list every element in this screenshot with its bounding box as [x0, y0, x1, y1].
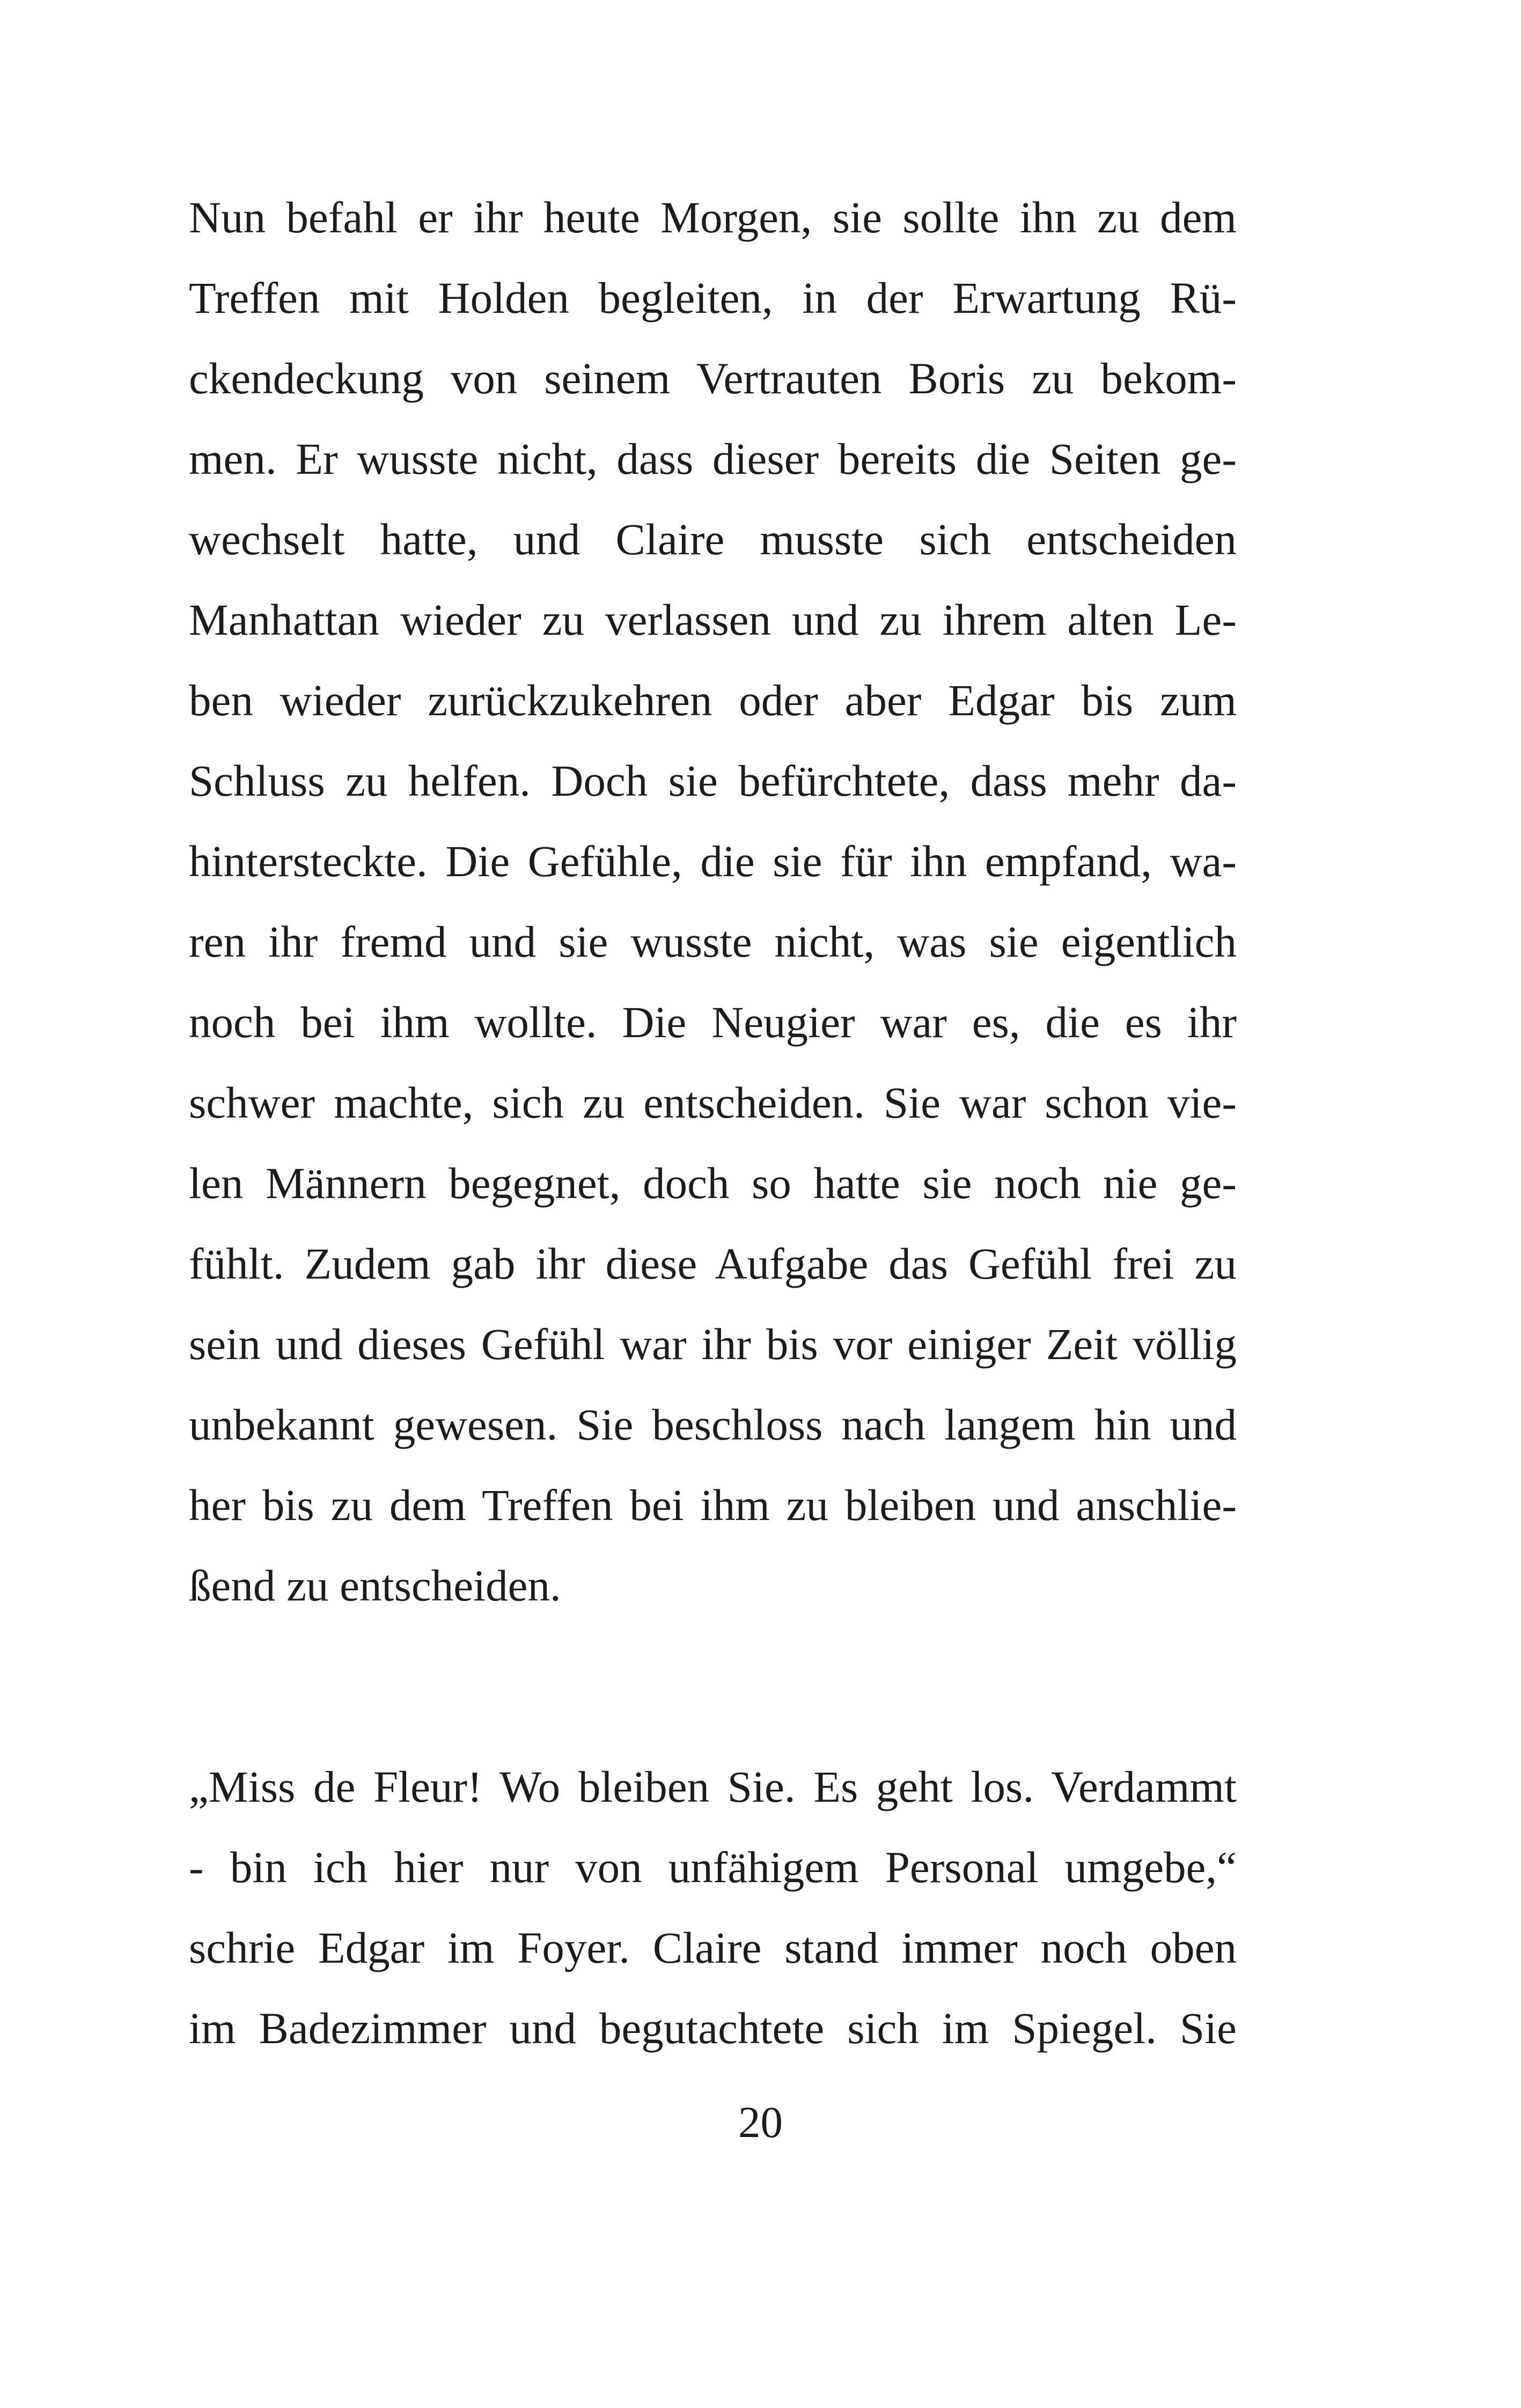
text-line: schwer machte, sich zu entscheiden. Sie war schon vie-: [189, 1078, 1237, 1127]
text-line: ckendeckung von seinem Vertrauten Boris zu bekom-: [189, 354, 1237, 403]
text-line: im Badezimmer und begutachtete sich im Spiegel. Sie: [189, 2003, 1237, 2053]
text-line: Manhattan wieder zu verlassen und zu ihrem alten Le-: [189, 595, 1237, 644]
text-line: „Miss de Fleur! Wo bleiben Sie. Es geht los. Verdammt: [189, 1762, 1237, 1811]
text-line: her bis zu dem Treffen bei ihm zu bleiben und anschlie-: [189, 1480, 1237, 1530]
text-line: ben wieder zurückzukehren oder aber Edgar bis zum: [189, 676, 1237, 725]
text-line: wechselt hatte, und Claire musste sich entscheiden: [189, 515, 1237, 564]
text-line: hintersteckte. Die Gefühle, die sie für ihn empfand, wa-: [189, 836, 1237, 886]
text-line: fühlt. Zudem gab ihr diese Aufgabe das Gefühl frei zu: [189, 1239, 1237, 1288]
text-line: Treffen mit Holden begleiten, in der Erwartung Rü-: [189, 273, 1237, 322]
page-number: 20: [738, 2097, 783, 2147]
text-line: Nun befahl er ihr heute Morgen, sie sollte ihn zu dem: [189, 193, 1237, 242]
text-line: unbekannt gewesen. Sie beschloss nach langem hin und: [189, 1400, 1237, 1449]
text-line: len Männern begegnet, doch so hatte sie noch nie ge-: [189, 1158, 1237, 1208]
text-line: schrie Edgar im Foyer. Claire stand immer noch oben: [189, 1923, 1237, 1972]
text-line: sein und dieses Gefühl war ihr bis vor einiger Zeit völlig: [189, 1319, 1237, 1369]
text-line: - bin ich hier nur von unfähigem Personal umgebe,“: [189, 1842, 1237, 1892]
text-line: men. Er wusste nicht, dass dieser bereits die Seiten ge-: [189, 434, 1237, 483]
text-line: ßend zu entscheiden.: [189, 1561, 561, 1610]
text-line: noch bei ihm wollte. Die Neugier war es, die es ihr: [189, 997, 1237, 1047]
text-line: Schluss zu helfen. Doch sie befürchtete, dass mehr da-: [189, 756, 1237, 805]
text-line: ren ihr fremd und sie wusste nicht, was sie eigentlich: [189, 917, 1237, 966]
